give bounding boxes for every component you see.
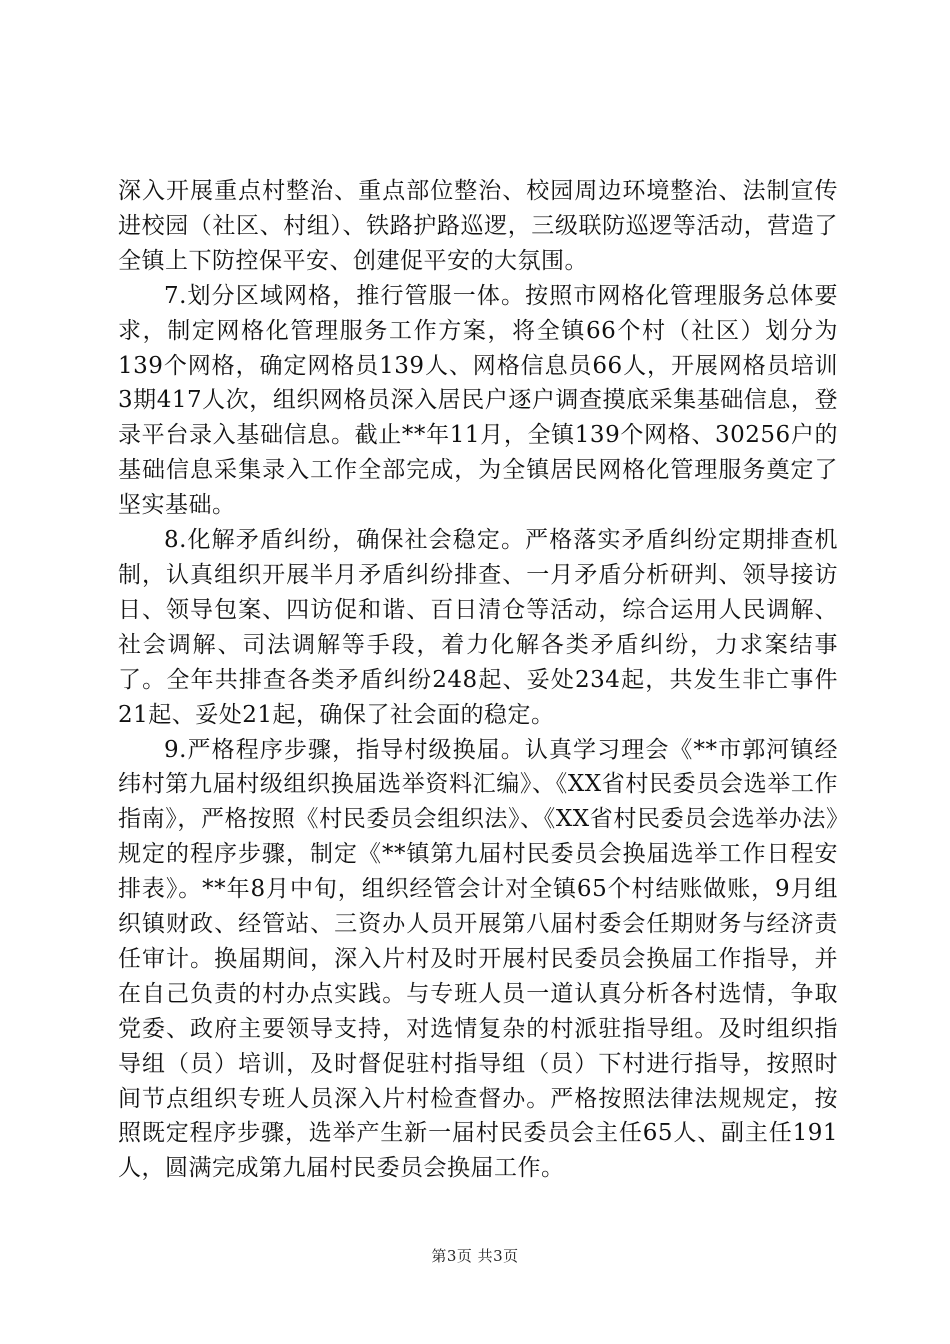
paragraph-1: 深入开展重点村整治、重点部位整治、校园周边环境整治、法制宣传进校园（社区、村组）、铁路护路巡逻，三级联防巡逻等活动，营造了全镇上下防控保平安、创建促平安的大氛围。 [118,178,838,274]
paragraph-3: 8.化解矛盾纠纷，确保社会稳定。严格落实矛盾纠纷定期排查机制，认真组织开展半月矛盾纠纷排查、一月矛盾分析研判、领导接访日、领导包案、四访促和谐、百日清仓等活动，综合运用人民调解、社会调解、司法调解等手段，着力化解各类矛盾纠纷，力求案结事了。全年共排查各类矛盾纠纷248起、妥处234起，共发生非亡事件21起、妥处21起，确保了社会面的稳定。 [118,527,838,728]
paragraph-2: 7.划分区域网格，推行管服一体。按照市网格化管理服务总体要求，制定网格化管理服务工作方案，将全镇66个村（社区）划分为139个网格，确定网格员139人、网格信息员66人，开展网格员培训3期417人次，组织网格员深入居民户逐户调查摸底采集基础信息，登录平台录入基础信息。截止**年11月，全镇139个网格、30256户的基础信息采集录入工作全部完成，为全镇居民网格化管理服务奠定了坚实基础。 [118,282,838,519]
document-body [118,174,838,1186]
page-footer: 第3页 共3页 [431,1247,519,1265]
paragraph-4: 9.严格程序步骤，指导村级换届。认真学习理会《**市郭河镇经纬村第九届村级组织换届选举资料汇编》、《XX省村民委员会选举工作指南》，严格按照《村民委员会组织法》、《XX省村民委员会选举办法》规定的程序步骤，制定《**镇第九届村民委员会换届选举工作日程安排表》。**年8月中旬，组织经管会计对全镇65个村结账做账，9月组织镇财政、经管站、三资办人员开展第八届村委会任期财务与经济责任审计。换届期间，深入片村及时开展村民委员会换届工作指导，并在自己负责的村办点实践。与专班人员一道认真分析各村选情，争取党委、政府主要领导支持，对选情复杂的村派驻指导组。及时组织指导组（员）培训，及时督促驻村指导组（员）下村进行指导，按照时间节点组织专班人员深入片村检查督办。严格按照法律法规规定，按照既定程序步骤，选举产生新一届村民委员会主任65人、副主任191人，圆满完成第九届村民委员会换届工作。 [118,736,838,1182]
